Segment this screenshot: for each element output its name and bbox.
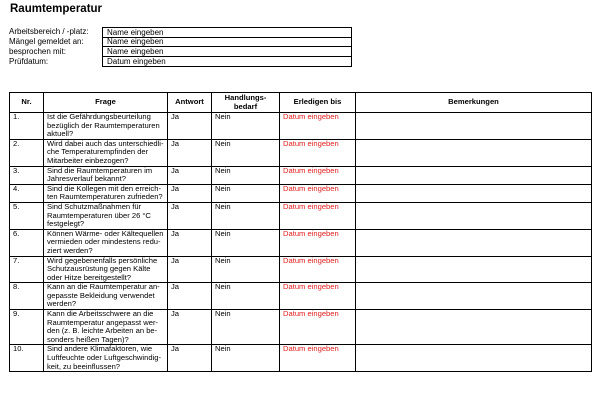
erledigen-bis-cell[interactable]: Datum eingeben: [280, 229, 356, 256]
question-line: Wird gegebenenfalls persönliche: [47, 256, 158, 265]
question-line: Sind die Raumtemperaturen im: [47, 166, 153, 175]
meta-label: besprochen mit:: [9, 47, 66, 56]
erledigen-bis-cell[interactable]: Datum eingeben: [280, 256, 356, 283]
question-line: Raumtemperatur angepasst wer-: [47, 317, 159, 327]
meta-label: Prüfdatum:: [9, 57, 49, 66]
question-line: sonders heißen Tagen)?: [47, 334, 129, 344]
header-nr: Nr.: [10, 93, 44, 113]
table-row: [10, 139, 592, 166]
header-frage: Frage: [44, 93, 168, 113]
question-line: vermieden oder mindestens redu-: [47, 237, 161, 247]
bemerkungen-cell[interactable]: [356, 229, 592, 256]
header-handlungsbedarf: [212, 93, 280, 113]
question-line: Luftfeuchte oder Luftgeschwindig-: [47, 353, 161, 363]
handlungsbedarf-cell[interactable]: Nein: [212, 184, 280, 202]
question-line: gepasste Bekleidung verwendet: [47, 290, 155, 300]
table-row: [10, 202, 592, 229]
row-number: 5.: [10, 202, 44, 229]
bemerkungen-cell[interactable]: [356, 202, 592, 229]
erledigen-bis-cell[interactable]: Datum eingeben: [280, 310, 356, 345]
header-antwort: Antwort: [168, 93, 212, 113]
question-line: che Temperaturempfinden der: [47, 147, 149, 157]
antwort-cell[interactable]: Ja: [168, 184, 212, 202]
row-number: 8.: [10, 283, 44, 310]
question-line: Schutzausrüstung gegen Kälte: [47, 264, 151, 274]
table-row: [10, 310, 592, 345]
question-cell: [44, 310, 168, 345]
antwort-cell[interactable]: Ja: [168, 283, 212, 310]
handlungsbedarf-cell[interactable]: Nein: [212, 283, 280, 310]
question-line: Raumtemperaturen über 26 °C: [47, 210, 151, 220]
meta-fields: [9, 27, 352, 67]
question-cell: [44, 139, 168, 166]
checklist-table: [9, 92, 592, 372]
question-line: oder Hitze bereitgestellt?: [47, 272, 131, 282]
bemerkungen-cell[interactable]: [356, 166, 592, 184]
question-line: ziert werden?: [47, 245, 93, 255]
handlungsbedarf-cell[interactable]: Nein: [212, 345, 280, 372]
question-line: Mitarbeiter einbezogen?: [47, 155, 129, 165]
antwort-cell[interactable]: Ja: [168, 345, 212, 372]
row-number: 2.: [10, 139, 44, 166]
header-bemerkungen: Bemerkungen: [356, 93, 592, 113]
meta-row-arbeitsbereich: [9, 27, 352, 37]
question-cell: [44, 345, 168, 372]
question-cell: [44, 256, 168, 283]
question-cell: [44, 166, 168, 184]
antwort-cell[interactable]: Ja: [168, 310, 212, 345]
handlungsbedarf-cell[interactable]: Nein: [212, 113, 280, 140]
bemerkungen-cell[interactable]: [356, 139, 592, 166]
question-line: werden?: [47, 299, 77, 309]
question-line: Sind andere Klimafaktoren, wie: [47, 344, 153, 354]
question-cell: [44, 184, 168, 202]
question-line: Wird dabei auch das unterschiedli-: [47, 139, 164, 148]
question-line: Sind die Kollegen mit den erreich-: [47, 184, 161, 193]
header-handlungsbedarf-line1: Handlungs-: [224, 92, 267, 102]
arbeitsbereich-field[interactable]: Name eingeben: [102, 27, 352, 38]
erledigen-bis-cell[interactable]: Datum eingeben: [280, 283, 356, 310]
meta-row-pruefdatum: [9, 57, 352, 67]
erledigen-bis-cell[interactable]: Datum eingeben: [280, 202, 356, 229]
row-number: 9.: [10, 310, 44, 345]
row-number: 3.: [10, 166, 44, 184]
header-erledigen-bis: Erledigen bis: [280, 93, 356, 113]
handlungsbedarf-cell[interactable]: Nein: [212, 166, 280, 184]
question-line: Können Wärme- oder Kältequellen: [47, 229, 164, 238]
pruefdatum-field[interactable]: Datum eingeben: [102, 57, 352, 67]
bemerkungen-cell[interactable]: [356, 256, 592, 283]
antwort-cell[interactable]: Ja: [168, 229, 212, 256]
meta-label: Arbeitsbereich / -platz:: [9, 27, 89, 36]
row-number: 1.: [10, 113, 44, 140]
question-line: den (z. B. leichte Arbeiten an be-: [47, 326, 158, 336]
question-line: keit, zu beeinflussen?: [47, 361, 121, 371]
question-line: Ist die Gefährdungsbeurteilung: [47, 112, 151, 121]
maengel-gemeldet-field[interactable]: Name eingeben: [102, 37, 352, 47]
row-number: 10.: [10, 345, 44, 372]
erledigen-bis-cell[interactable]: Datum eingeben: [280, 184, 356, 202]
handlungsbedarf-cell[interactable]: Nein: [212, 202, 280, 229]
bemerkungen-cell[interactable]: [356, 283, 592, 310]
antwort-cell[interactable]: Ja: [168, 113, 212, 140]
table-row: [10, 184, 592, 202]
question-cell: [44, 113, 168, 140]
antwort-cell[interactable]: Ja: [168, 256, 212, 283]
row-number: 6.: [10, 229, 44, 256]
table-row: [10, 283, 592, 310]
antwort-cell[interactable]: Ja: [168, 202, 212, 229]
besprochen-mit-field[interactable]: Name eingeben: [102, 47, 352, 57]
question-line: bezüglich der Raumtemperaturen: [47, 120, 160, 130]
row-number: 4.: [10, 184, 44, 202]
erledigen-bis-cell[interactable]: Datum eingeben: [280, 139, 356, 166]
erledigen-bis-cell[interactable]: Datum eingeben: [280, 113, 356, 140]
bemerkungen-cell[interactable]: [356, 184, 592, 202]
table-row: [10, 256, 592, 283]
table-row: [10, 229, 592, 256]
handlungsbedarf-cell[interactable]: Nein: [212, 256, 280, 283]
header-handlungsbedarf-line2: bedarf: [233, 101, 258, 111]
question-line: Sind Schutzmaßnahmen für: [47, 202, 142, 211]
erledigen-bis-cell[interactable]: Datum eingeben: [280, 166, 356, 184]
antwort-cell[interactable]: Ja: [168, 166, 212, 184]
question-line: ten Raumtemperaturen zufrieden?: [47, 192, 163, 202]
meta-row-besprochen: [9, 47, 352, 57]
question-cell: [44, 202, 168, 229]
question-line: Kann an die Raumtemperatur an-: [47, 282, 160, 292]
question-line: Jahresverlauf bekannt?: [47, 174, 126, 184]
question-cell: [44, 229, 168, 256]
handlungsbedarf-cell[interactable]: Nein: [212, 229, 280, 256]
antwort-cell[interactable]: Ja: [168, 139, 212, 166]
question-line: aktuell?: [47, 129, 74, 139]
row-number: 7.: [10, 256, 44, 283]
bemerkungen-cell[interactable]: [356, 345, 592, 372]
table-header-row: [10, 93, 592, 113]
table-row: [10, 113, 592, 140]
meta-label: Mängel gemeldet an:: [9, 37, 84, 46]
handlungsbedarf-cell[interactable]: Nein: [212, 310, 280, 345]
table-row: [10, 345, 592, 372]
bemerkungen-cell[interactable]: [356, 310, 592, 345]
page-title: Raumtemperatur: [10, 3, 103, 15]
question-line: Kann die Arbeitsschwere an die: [47, 309, 154, 319]
question-line: festgelegt?: [47, 219, 85, 229]
table-row: [10, 166, 592, 184]
meta-row-maengel: [9, 37, 352, 47]
erledigen-bis-cell[interactable]: Datum eingeben: [280, 345, 356, 372]
handlungsbedarf-cell[interactable]: Nein: [212, 139, 280, 166]
question-cell: [44, 283, 168, 310]
bemerkungen-cell[interactable]: [356, 113, 592, 140]
